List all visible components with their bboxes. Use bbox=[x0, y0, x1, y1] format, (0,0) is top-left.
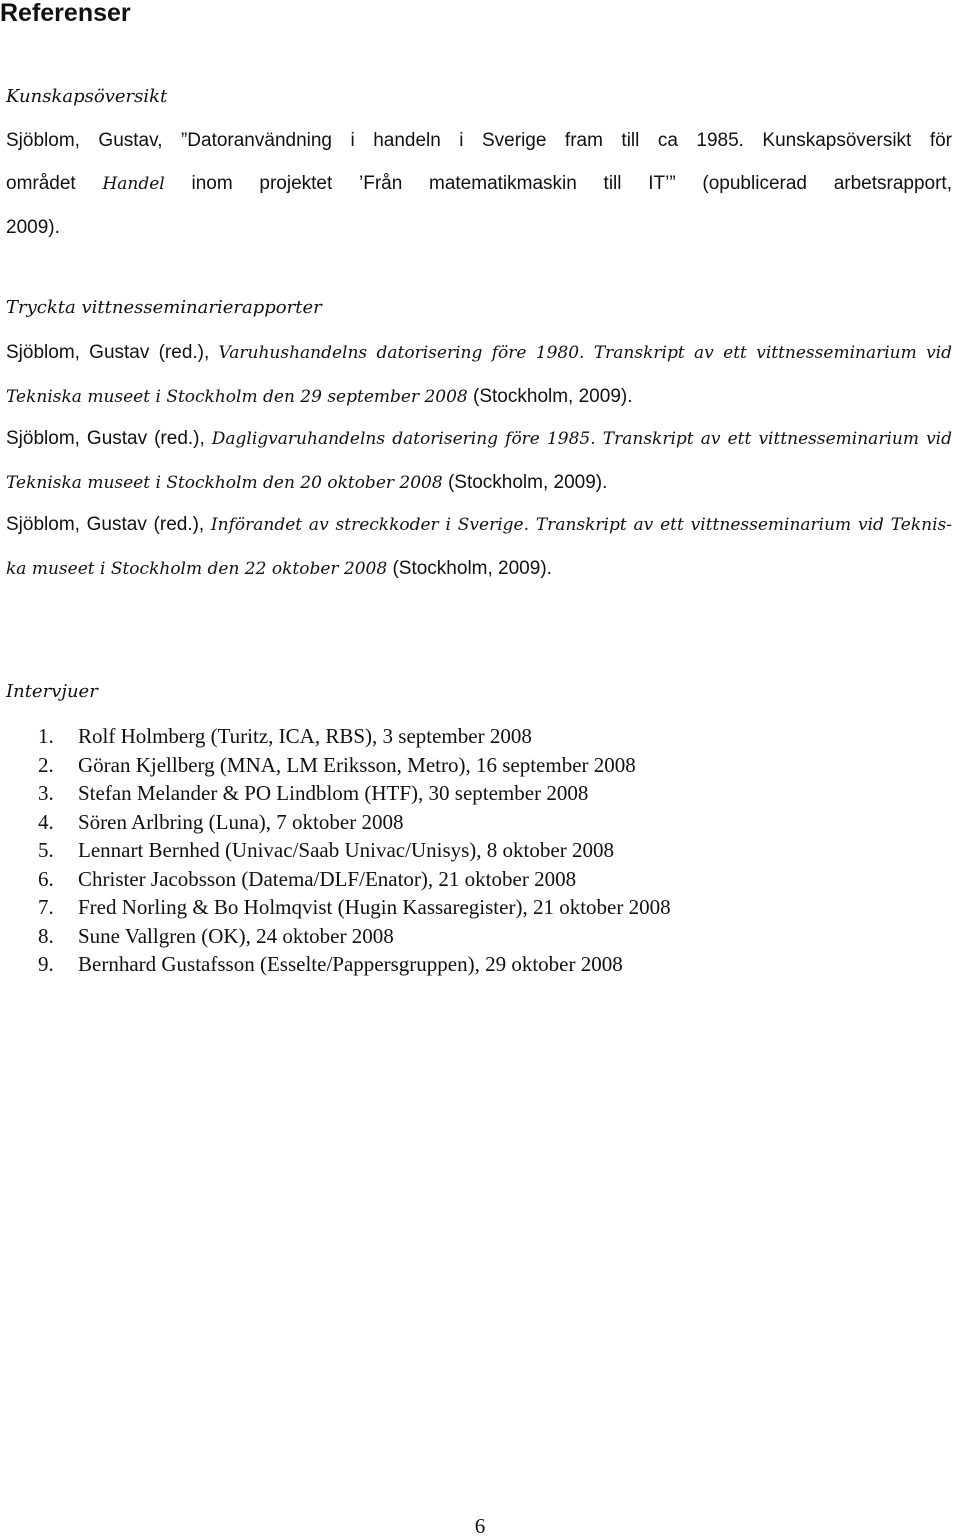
interview-item bbox=[0, 950, 671, 979]
interview-item bbox=[0, 751, 671, 780]
report-2-title: Dagligvaruhandelns datorisering före 1985. Transkript av ett vittnesseminarium vid bbox=[211, 429, 952, 449]
overview-line-2-start: området bbox=[6, 173, 103, 194]
interview-number: 2. bbox=[38, 752, 54, 777]
section-heading-printed-reports: Tryckta vittnesseminarierapporter bbox=[6, 297, 322, 318]
report-1-title: Varuhushandelns datorisering före 1980. Transkript av ett vittnesseminarium vid bbox=[218, 343, 953, 363]
interview-text: Fred Norling & Bo Holmqvist (Hugin Kassaregister), 21 oktober 2008 bbox=[78, 895, 671, 919]
interview-number: 6. bbox=[38, 866, 54, 891]
report-reference-2 bbox=[6, 417, 952, 505]
report-2-line-1 bbox=[6, 417, 952, 461]
report-1-line-2 bbox=[6, 375, 952, 419]
report-1-line-1 bbox=[6, 331, 952, 375]
interview-list bbox=[0, 722, 671, 979]
report-1-author: Sjöblom, Gustav (red.), bbox=[6, 342, 219, 363]
report-3-title: Införandet av streckkoder i Sverige. Transkript av ett vittnesseminarium vid Teknis- bbox=[210, 515, 952, 535]
interview-text: Sören Arlbring (Luna), 7 oktober 2008 bbox=[78, 809, 404, 834]
overview-line-2-end: inom projektet ’Från matematikmaskin till IT’” (opublicerad arbetsrapport, bbox=[164, 173, 952, 194]
report-3-line-2 bbox=[6, 547, 952, 591]
report-reference-3 bbox=[6, 503, 952, 591]
interview-number: 4. bbox=[38, 809, 54, 834]
report-3-line-1 bbox=[6, 503, 952, 547]
report-3-title-cont: ka museet i Stockholm den 22 oktober 2008 bbox=[6, 559, 388, 579]
page-number: 6 bbox=[474, 1514, 486, 1538]
interview-number: 5. bbox=[38, 838, 54, 862]
interview-number: 7. bbox=[38, 895, 54, 919]
overview-line-2-italic: Handel bbox=[102, 174, 165, 194]
report-1-place: (Stockholm, 2009). bbox=[467, 386, 633, 407]
interview-text: Rolf Holmberg (Turitz, ICA, RBS), 3 september 2008 bbox=[78, 724, 532, 748]
interview-item bbox=[0, 779, 671, 808]
interview-item bbox=[0, 808, 671, 837]
report-3-author: Sjöblom, Gustav (red.), bbox=[6, 514, 211, 535]
page-title: Referenser bbox=[0, 0, 131, 27]
interview-item bbox=[0, 893, 671, 922]
report-2-author: Sjöblom, Gustav (red.), bbox=[6, 428, 212, 449]
interview-number: 3. bbox=[38, 781, 54, 805]
interview-number: 9. bbox=[38, 952, 54, 976]
overview-line-3: 2009). bbox=[6, 217, 60, 238]
interview-item bbox=[0, 865, 671, 894]
report-3-place: (Stockholm, 2009). bbox=[387, 558, 552, 579]
overview-line-2 bbox=[6, 162, 952, 206]
report-2-line-2 bbox=[6, 461, 952, 505]
section-heading-overview: Kunskapsöversikt bbox=[6, 86, 168, 107]
interview-item bbox=[0, 836, 671, 865]
interview-number: 1. bbox=[38, 724, 54, 748]
interview-text: Christer Jacobsson (Datema/DLF/Enator), 21 oktober 2008 bbox=[78, 866, 577, 891]
report-1-title-cont: Tekniska museet i Stockholm den 29 september 2008 bbox=[6, 387, 468, 407]
interview-text: Sune Vallgren (OK), 24 oktober 2008 bbox=[78, 923, 394, 948]
interview-item bbox=[0, 922, 671, 951]
report-reference-1 bbox=[6, 331, 952, 419]
section-heading-interviews: Intervjuer bbox=[6, 681, 98, 702]
report-2-place: (Stockholm, 2009). bbox=[442, 472, 608, 493]
interview-number: 8. bbox=[38, 923, 54, 948]
overview-reference bbox=[6, 119, 952, 249]
interview-text: Göran Kjellberg (MNA, LM Eriksson, Metro), 16 september 2008 bbox=[78, 752, 636, 777]
interview-item bbox=[0, 722, 671, 751]
interview-text: Bernhard Gustafsson (Esselte/Pappersgruppen), 29 oktober 2008 bbox=[78, 952, 623, 976]
interview-text: Stefan Melander & PO Lindblom (HTF), 30 september 2008 bbox=[78, 781, 589, 805]
overview-line-1: Sjöblom, Gustav, ”Datoranvändning i handeln i Sverige fram till ca 1985. Kunskapsöversikt för bbox=[6, 130, 952, 151]
report-2-title-cont: Tekniska museet i Stockholm den 20 oktober 2008 bbox=[6, 473, 443, 493]
interview-text: Lennart Bernhed (Univac/Saab Univac/Unisys), 8 oktober 2008 bbox=[78, 838, 614, 862]
